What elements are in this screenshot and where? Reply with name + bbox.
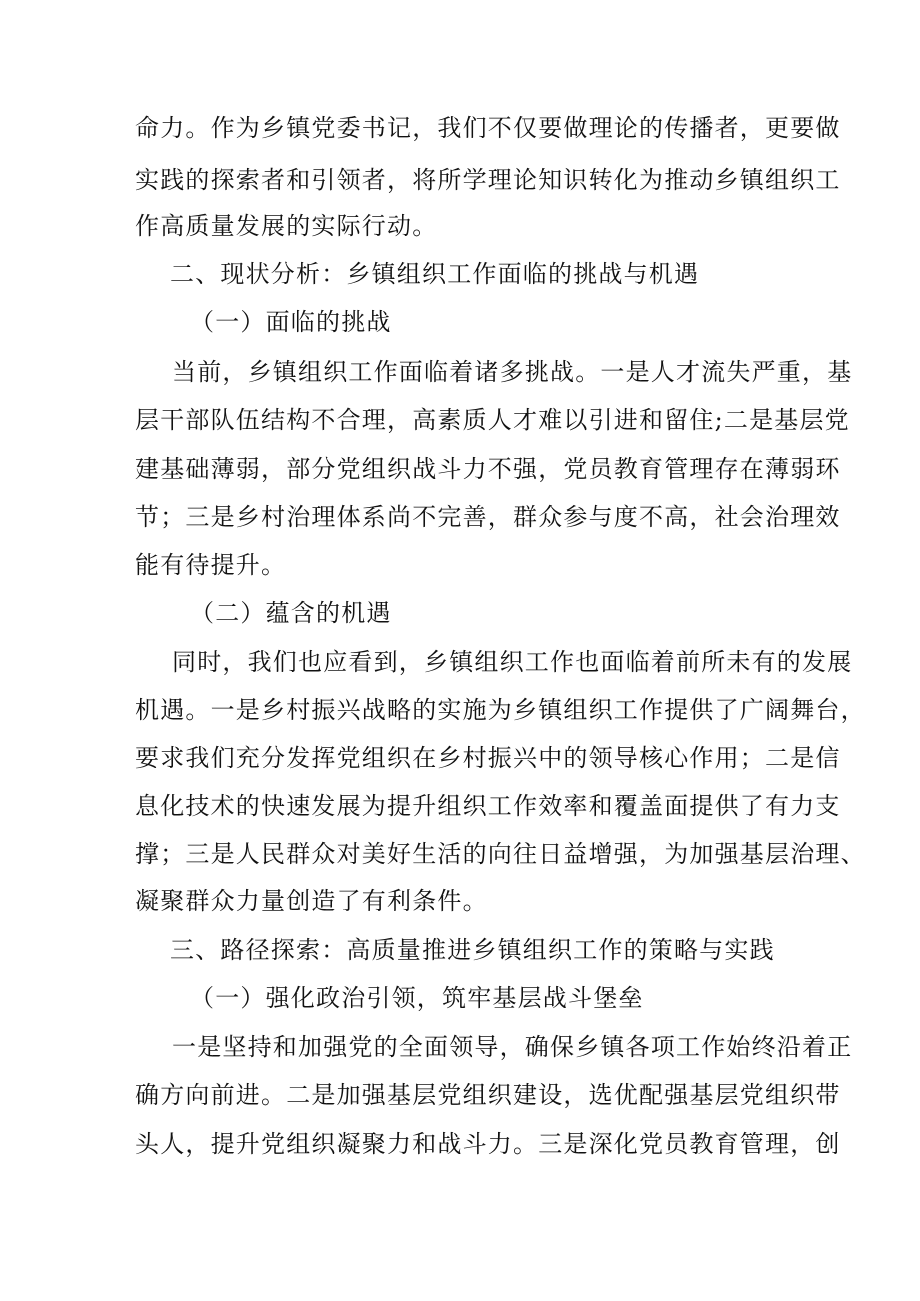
section-heading: 二、现状分析：乡镇组织工作面临的挑战与机遇 — [170, 260, 700, 288]
paragraph-line: 凝聚群众力量创造了有利条件。 — [135, 887, 488, 915]
paragraph-line: 确方向前进。二是加强基层党组织建设，选优配强基层党组织带 — [135, 1081, 841, 1109]
paragraph-line: 同时，我们也应看到，乡镇组织工作也面临着前所未有的发展 — [172, 648, 853, 676]
paragraph-line: 撑；三是人民群众对美好生活的向往日益增强，为加强基层治理、 — [135, 840, 866, 868]
paragraph-line: 一是坚持和加强党的全面领导，确保乡镇各项工作始终沿着正 — [172, 1033, 853, 1061]
paragraph-line: 机遇。一是乡村振兴战略的实施为乡镇组织工作提供了广阔舞台， — [135, 696, 866, 724]
paragraph-line: 建基础薄弱，部分党组织战斗力不强，党员教育管理存在薄弱环 — [135, 455, 841, 483]
subsection-heading: （二）蕴含的机遇 — [190, 599, 392, 627]
paragraph-line: 实践的探索者和引领者，将所学理论知识转化为推动乡镇组织工 — [135, 166, 841, 194]
paragraph-line: 要求我们充分发挥党组织在乡村振兴中的领导核心作用；二是信 — [135, 744, 841, 772]
paragraph-line: 息化技术的快速发展为提升组织工作效率和覆盖面提供了有力支 — [135, 792, 841, 820]
paragraph-line: 命力。作为乡镇党委书记，我们不仅要做理论的传播者，更要做 — [135, 114, 841, 142]
paragraph-line: 层干部队伍结构不合理，高素质人才难以引进和留住;二是基层党 — [135, 406, 850, 434]
paragraph-line: 头人，提升党组织凝聚力和战斗力。三是深化党员教育管理，创 — [135, 1130, 841, 1158]
subsection-heading: （一）强化政治引领，筑牢基层战斗堡垒 — [190, 984, 644, 1012]
subsection-heading: （一）面临的挑战 — [190, 308, 392, 336]
section-heading: 三、路径探索：高质量推进乡镇组织工作的策略与实践 — [170, 936, 775, 964]
paragraph-line: 作高质量发展的实际行动。 — [135, 212, 438, 240]
paragraph-line: 能有待提升。 — [135, 551, 287, 579]
paragraph-line: 当前，乡镇组织工作面临着诸多挑战。一是人才流失严重，基 — [172, 358, 853, 386]
paragraph-line: 节；三是乡村治理体系尚不完善，群众参与度不高，社会治理效 — [135, 503, 841, 531]
